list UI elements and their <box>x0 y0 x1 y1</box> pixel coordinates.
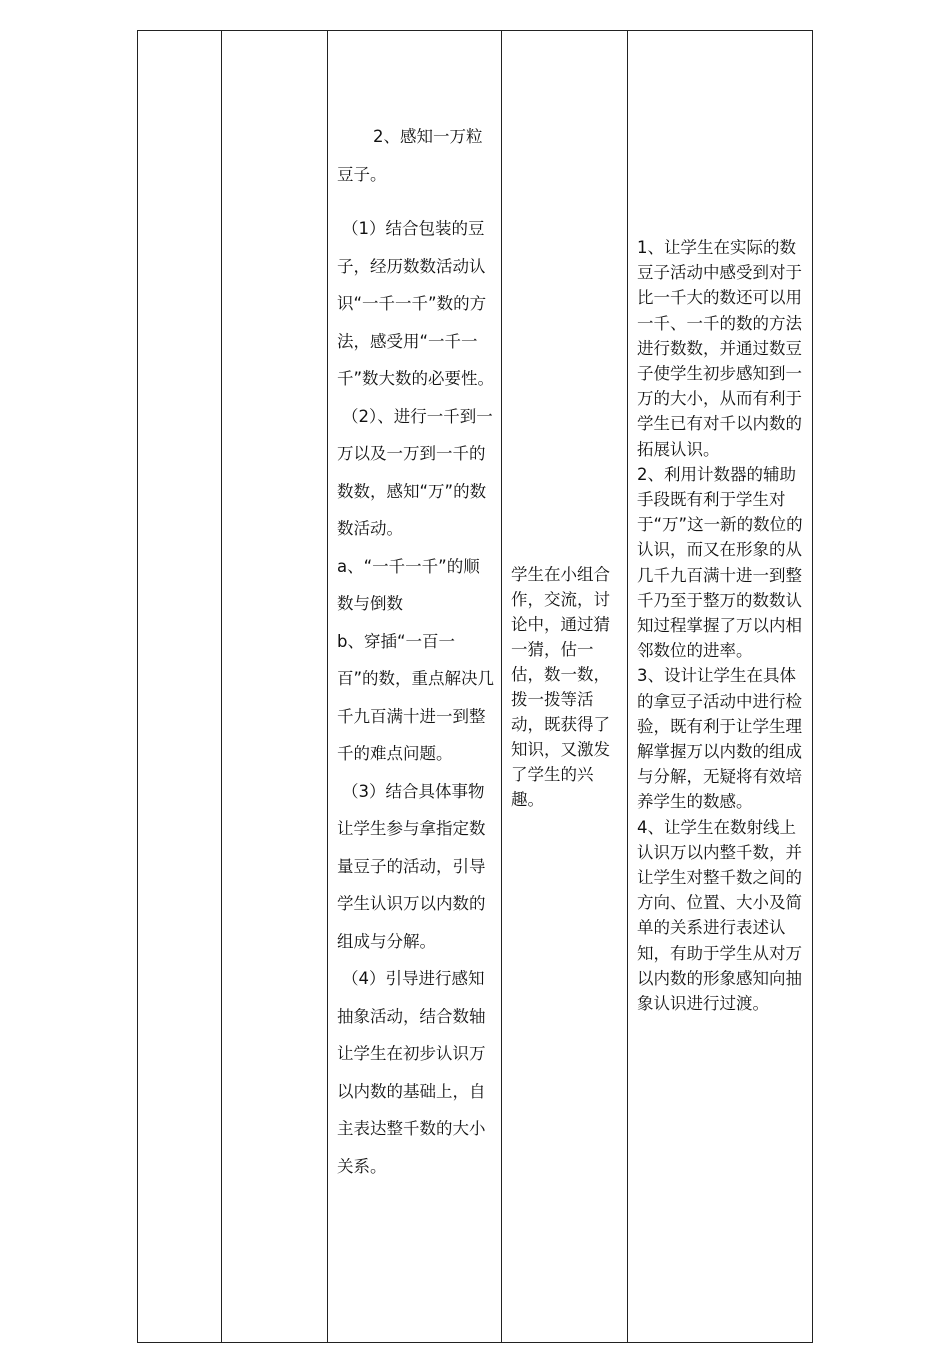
design-intent-cell <box>637 235 807 1016</box>
column-divider <box>501 30 502 1343</box>
intent-item-4: 4、让学生在数射线上认识万以内整千数，并让学生对整千数之间的方向、位置、大小及简单的关系进行表述认知，有助于学生从对万以内数的形象感知向抽象认识进行过渡。 <box>637 817 802 1014</box>
intent-item-1: 1、让学生在实际的数豆子活动中感受到对于比一千大的数还可以用一千、一千的数的方法进行数数，并通过数豆子使学生初步感知到一万的大小，从而有利于学生已有对千以内数的拓展认识。 <box>637 238 802 459</box>
column-divider <box>627 30 628 1343</box>
column-divider <box>221 30 222 1343</box>
intent-item-2: 2、利用计数器的辅助手段既有利于学生对于“万”这一新的数位的认识，而又在形象的从几千九百满十进一到整千乃至于整万的数数认知过程掌握了万以内相邻数位的进率。 <box>637 464 803 661</box>
process-item-2: （2）、进行一千到一万以及一万到一千的数数，感知“万”的数数活动。 <box>337 406 493 538</box>
process-item-2b: b、穿插“一百一百”的数，重点解决几千九百满十进一到整千的难点问题。 <box>337 631 495 763</box>
student-activity-cell: 学生在小组合作，交流，讨论中，通过猜一猜，估一估，数一数，拨一拨等活动，既获得了知识，又激发了学生的兴趣。 <box>511 565 610 809</box>
intent-item-3: 3、设计让学生在具体的拿豆子活动中进行检验，既有利于让学生理解掌握万以内数的组成与分解，无疑将有效培养学生的数感。 <box>637 666 802 812</box>
column-divider <box>327 30 328 1343</box>
teaching-process-cell <box>337 118 495 1185</box>
process-item-1: （1）结合包装的豆子，经历数数活动认识“一千一千”数的方法，感受用“一千一千”数大数的必要性。 <box>337 219 495 388</box>
process-item-4: （4）引导进行感知抽象活动，结合数轴让学生在初步认识万以内数的基础上，自主表达整千数的大小关系。 <box>337 969 486 1176</box>
process-item-3: （3）结合具体事物让学生参与拿指定数量豆子的活动，引导学生认识万以内数的组成与分解。 <box>337 781 486 951</box>
process-heading: 2、感知一万粒豆子。 <box>337 127 483 184</box>
process-item-2a: a、“一千一千”的顺数与倒数 <box>337 556 480 613</box>
